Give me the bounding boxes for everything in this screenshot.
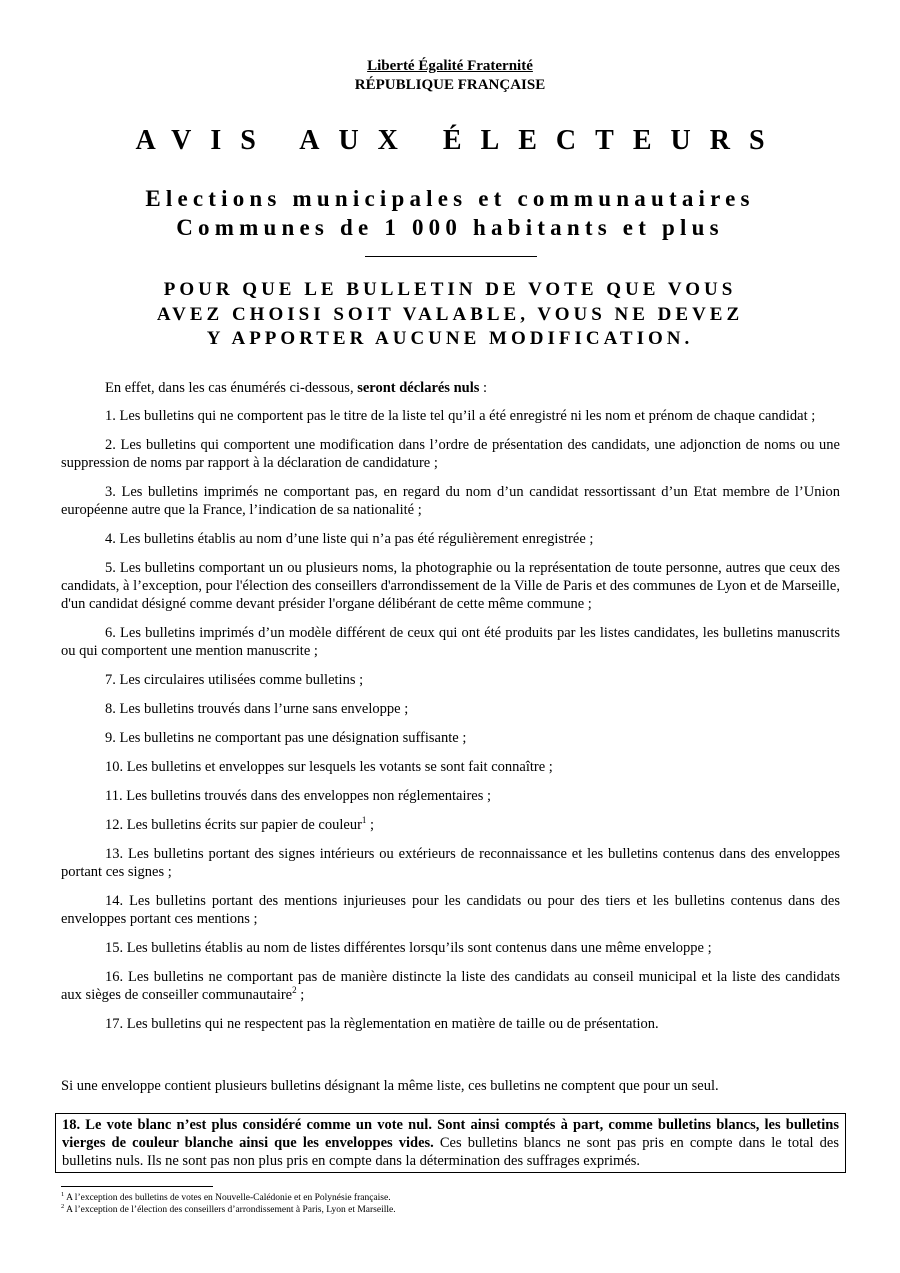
list-item [61,436,840,472]
footnote-divider [61,1186,213,1187]
republic-name: RÉPUBLIQUE FRANÇAISE [354,77,546,93]
title-divider [365,256,537,257]
list-item-text: 3. Les bulletins imprimés ne comportant pas, en regard du nom d’un candidat ressortissant d’un Etat membre de l’Union européenne autre que la France, l’indication de sa nationalité ; [61,484,840,518]
list-item-text: 16. Les bulletins ne comportant pas de manière distincte la liste des candidats au conseil municipal et la liste des candidats aux sièges de conseiller communautaire [61,969,840,1003]
list-item [61,407,840,425]
republic-motto: Liberté Égalité Fraternité [367,58,533,74]
footnote [61,1192,841,1204]
list-item [61,729,840,747]
closing-paragraph: Si une enveloppe contient plusieurs bulletins désignant la même liste, ces bulletins ne comptent que pour un seul. [61,1078,719,1094]
list-item [61,892,840,928]
list-item [61,816,840,834]
list-item-text: 10. Les bulletins et enveloppes sur lesquels les votants se sont fait connaître ; [105,759,553,775]
election-subtitle [0,184,900,242]
list-item-suffix: ; [296,987,305,1003]
intro-paragraph [61,379,840,397]
list-item-text: 1. Les bulletins qui ne comportent pas le titre de la liste tel qu’il a été enregistré ni les nom et prénom de chaque candidat ; [105,408,816,424]
list-item [61,559,840,613]
list-item [61,483,840,519]
list-item-text: 17. Les bulletins qui ne respectent pas la règlementation en matière de taille ou de présentation. [105,1016,659,1032]
footnote [61,1204,841,1216]
warning-line-1: POUR QUE LE BULLETIN DE VOTE QUE VOUS [163,279,737,300]
list-item [61,939,840,957]
footnote-text: A l’exception de l’élection des conseillers d’arrondissement à Paris, Lyon et Marseille. [64,1205,396,1215]
list-item [61,787,840,805]
subtitle-line-1: Elections municipales et communautaires [145,186,755,211]
validity-warning [0,278,900,352]
nullity-cases-list [61,407,840,1044]
footnotes [61,1192,841,1216]
footnote-ref: 2 [292,985,297,996]
list-item-text: 13. Les bulletins portant des signes intérieurs ou extérieurs de reconnaissance et les bulletins contenus dans des enveloppes portant ces signes ; [61,846,840,880]
page-title: AVIS AUX ÉLECTEURS [135,125,784,156]
list-item [61,700,840,718]
footnote-ref: 1 [361,815,367,826]
footnote-number: 2 [61,1202,65,1210]
warning-line-3: Y APPORTER AUCUNE MODIFICATION. [206,328,694,349]
list-item-text: 7. Les circulaires utilisées comme bulletins ; [105,672,364,688]
intro-suffix: : [479,380,488,396]
footnote-number: 1 [61,1190,65,1198]
list-item-text: 12. Les bulletins écrits sur papier de couleur [105,817,362,833]
list-item-text: 14. Les bulletins portant des mentions injurieuses pour les candidats ou pour des tiers et les bulletins contenus dans des enveloppes portant ces mentions ; [61,893,840,927]
list-item-text: 5. Les bulletins comportant un ou plusieurs noms, la photographie ou la représentation de toute personne, autres que ceux des candidats, à l’exception, pour l'élection des conseillers d'arrondissement de la Ville de Paris et des communes de Lyon et de Marseille, d'un candidat désigné comme devant présider l'organe délibérant de cette même commune ; [61,560,840,612]
list-item-text: 6. Les bulletins imprimés d’un modèle différent de ceux qui ont été produits par les listes candidates, les bulletins manuscrits ou qui comportent une mention manuscrite ; [61,625,840,659]
blank-vote-bold: 18. Le vote blanc n’est plus considéré comme un vote nul. Sont ainsi comptés à part, comme bulletins blancs, les bulletins vierges de couleur blanche ainsi que les enveloppes vides. [62,1117,839,1151]
blank-vote-box [55,1113,846,1173]
subtitle-line-2: Communes de 1 000 habitants et plus [176,215,724,240]
list-item-text: 2. Les bulletins qui comportent une modification dans l’ordre de présentation des candidats, une adjonction de noms ou une suppression de noms par rapport à la déclaration de candidature ; [61,437,840,471]
list-item [61,758,840,776]
list-item-text: 4. Les bulletins établis au nom d’une liste qui n’a pas été régulièrement enregistrée ; [105,531,594,547]
intro-bold: seront déclarés nuls [357,380,480,396]
footnote-text: A l’exception des bulletins de votes en Nouvelle-Calédonie et en Polynésie française. [64,1193,391,1203]
list-item [61,1015,840,1033]
list-item-text: 8. Les bulletins trouvés dans l’urne sans enveloppe ; [105,701,409,717]
list-item [61,530,840,548]
list-item [61,624,840,660]
list-item [61,968,840,1004]
list-item [61,671,840,689]
list-item-text: 9. Les bulletins ne comportant pas une désignation suffisante ; [105,730,467,746]
intro-prefix: En effet, dans les cas énumérés ci-dessous, [105,380,358,396]
list-item-text: 11. Les bulletins trouvés dans des enveloppes non réglementaires ; [105,788,492,804]
list-item-suffix: ; [366,817,375,833]
blank-vote-text: Ces bulletins blancs ne sont pas pris en compte dans le total des bulletins nuls. Ils ne sont pas non plus pris en compte dans la détermination des suffrages exprimés. [62,1135,839,1169]
warning-line-2: AVEZ CHOISI SOIT VALABLE, VOUS NE DEVEZ [156,303,744,325]
list-item-text: 15. Les bulletins établis au nom de listes différentes lorsqu’ils sont contenus dans une même enveloppe ; [105,940,712,956]
list-item [61,845,840,881]
